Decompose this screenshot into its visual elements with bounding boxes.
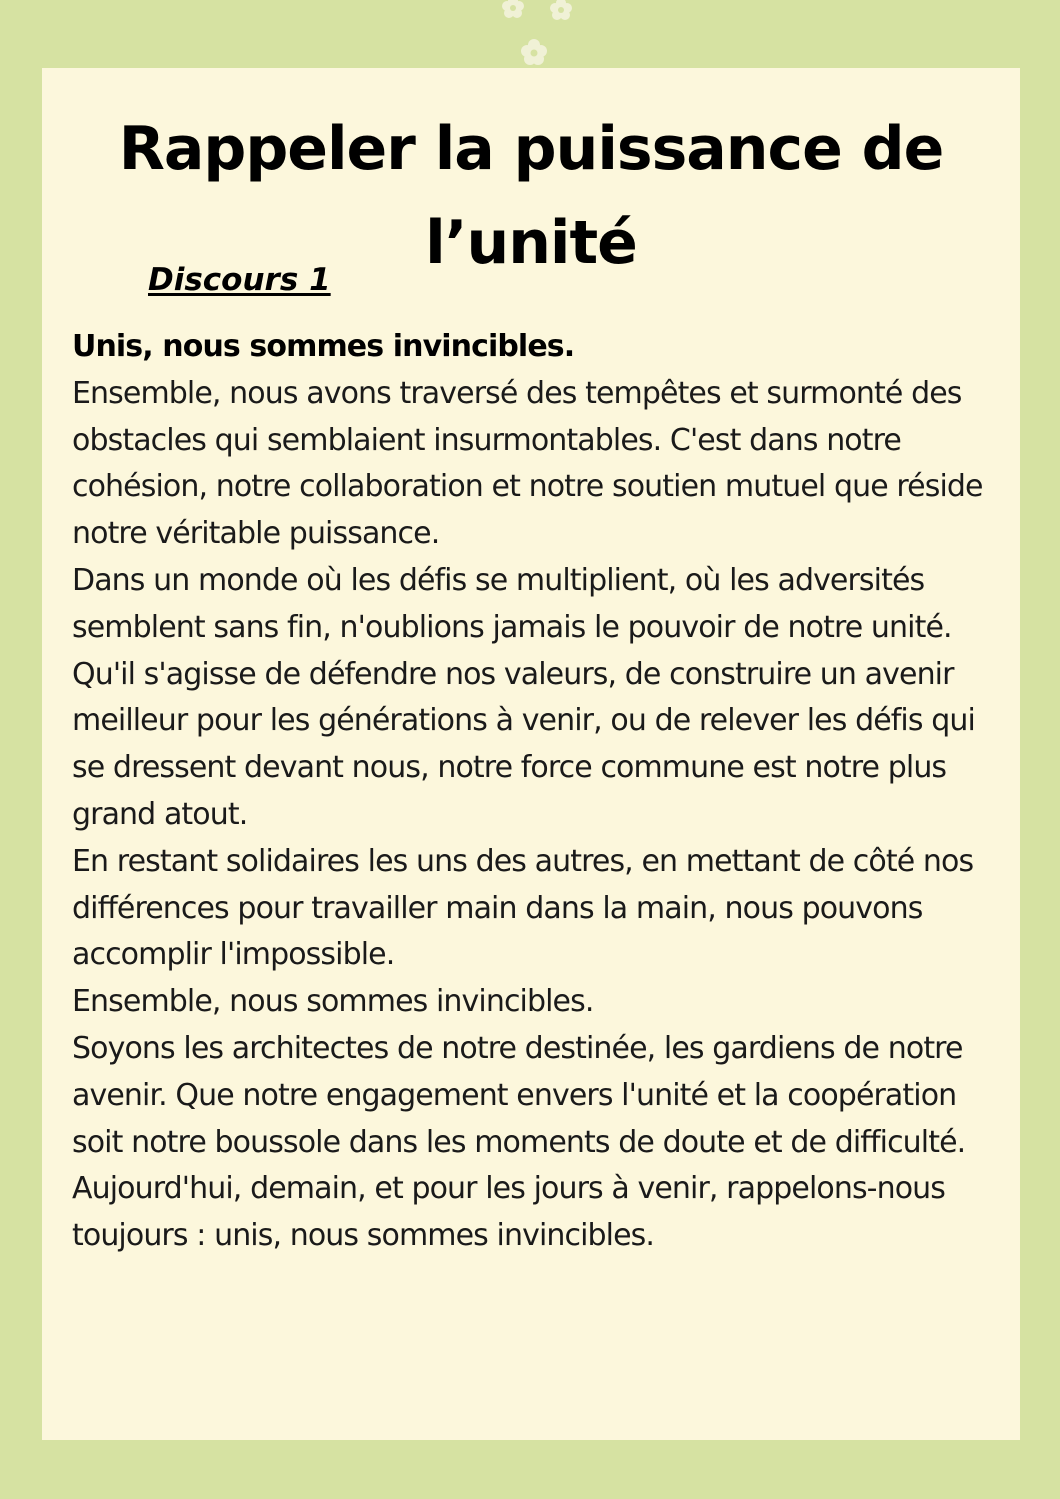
speech-paragraph: En restant solidaires les uns des autres, en mettant de côté nos différences pour travailler main dans la main, nous pouvons accomplir l'impossible. (72, 843, 974, 973)
flower-icon (550, 0, 572, 20)
speech-paragraph: Ensemble, nous sommes invincibles. (72, 984, 594, 1020)
flower-decoration (488, 0, 588, 70)
speech-subtitle: Discours 1 (148, 262, 331, 298)
speech-paragraph: Dans un monde où les défis se multiplient, où les adversités semblent sans fin, n'oublions jamais le pouvoir de notre unité. Qu'il s'agisse de défendre nos valeurs, de construire un avenir meilleur pour les générations à venir, ou de relever les défis qui se dressent devant nous, notre force commune est notre plus grand atout. (72, 562, 975, 832)
speech-card (42, 68, 1020, 1440)
speech-lead: Unis, nous sommes invincibles. (72, 329, 575, 364)
title-line-2: l’unité (425, 208, 637, 278)
title-line-1: Rappeler la puissance de (118, 114, 944, 184)
speech-body (72, 324, 1012, 1260)
speech-paragraph: Aujourd'hui, demain, et pour les jours à venir, rappelons-nous toujours : unis, nous sommes invincibles. (72, 1171, 946, 1254)
speech-paragraph: Ensemble, nous avons traversé des tempêtes et surmonté des obstacles qui semblaient insurmontables. C'est dans notre cohésion, notre collaboration et notre soutien mutuel que réside notre véritable puissance. (72, 375, 983, 552)
speech-paragraph: Soyons les architectes de notre destinée, les gardiens de notre avenir. Que notre engagement envers l'unité et la coopération soit notre boussole dans les moments de doute et de difficulté. (72, 1030, 966, 1160)
flower-icon (521, 39, 547, 65)
flower-icon (502, 0, 524, 18)
